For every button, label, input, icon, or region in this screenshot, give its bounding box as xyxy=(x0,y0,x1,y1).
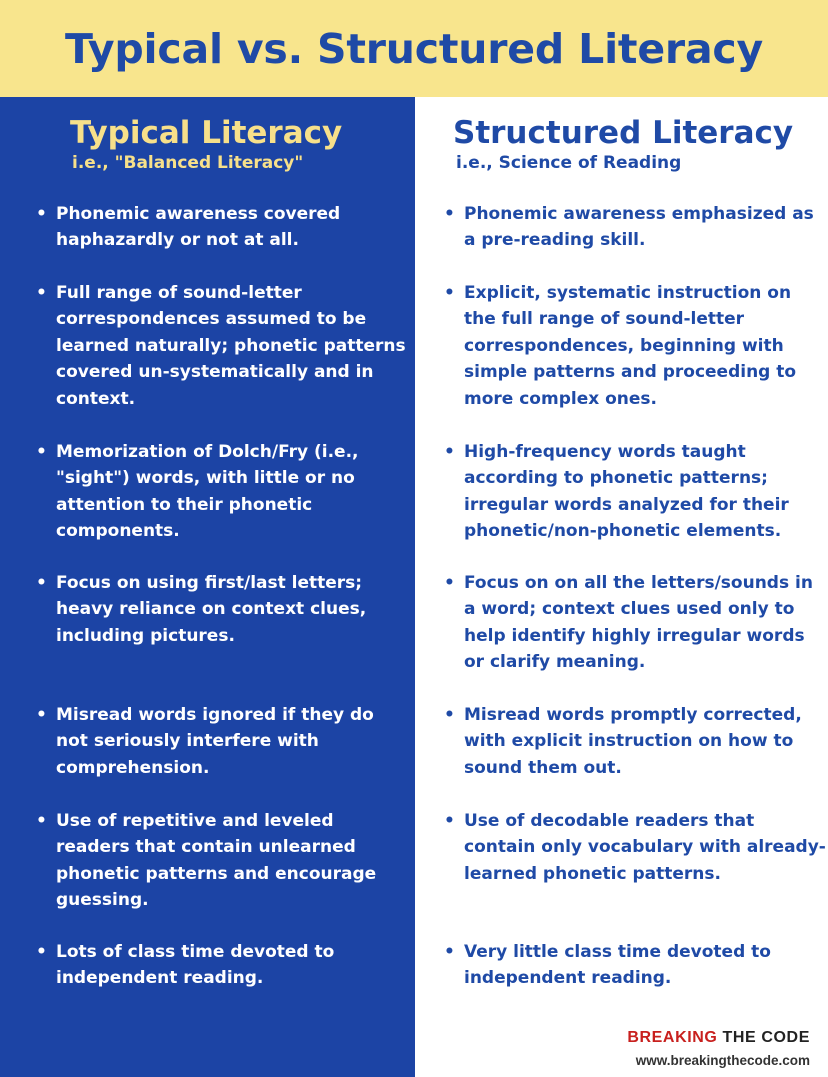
structured-item-text: Use of decodable readers that contain only vocabulary with already-learned phonetic patterns. xyxy=(464,811,826,884)
typical-item-text: Lots of class time devoted to independent reading. xyxy=(56,942,335,989)
brand-logo xyxy=(627,1029,810,1068)
typical-item-text: Full range of sound-letter correspondences assumed to be learned naturally; phonetic patterns covered un-systematically and in context. xyxy=(56,283,406,409)
structured-item xyxy=(444,808,826,887)
typical-item xyxy=(36,702,406,781)
bullet-icon: • xyxy=(444,283,455,303)
structured-item-text: Focus on on all the letters/sounds in a word; context clues used only to help identify highly irregular words or clarify meaning. xyxy=(464,573,813,673)
typical-item-text: Misread words ignored if they do not seriously interfere with comprehension. xyxy=(56,705,374,778)
typical-heading: Typical Literacy xyxy=(70,115,343,151)
structured-item xyxy=(444,702,826,781)
structured-item-text: Misread words promptly corrected, with explicit instruction on how to sound them out. xyxy=(464,705,802,778)
bullet-icon: • xyxy=(36,942,47,962)
brand-name xyxy=(627,1029,810,1047)
structured-literacy-column xyxy=(415,97,828,1077)
typical-item xyxy=(36,570,406,649)
typical-item xyxy=(36,939,406,992)
bullet-icon: • xyxy=(444,811,455,831)
bullet-icon: • xyxy=(36,283,47,303)
structured-item-text: Very little class time devoted to independent reading. xyxy=(464,942,771,989)
structured-subheading: i.e., Science of Reading xyxy=(456,153,682,173)
typical-item-text: Memorization of Dolch/Fry (i.e., "sight") words, with little or no attention to their phonetic components. xyxy=(56,442,359,542)
structured-item-text: High-frequency words taught according to phonetic patterns; irregular words analyzed for their phonetic/non-phonetic elements. xyxy=(464,442,789,542)
brand-name-part2: THE CODE xyxy=(722,1029,810,1046)
typical-item-text: Use of repetitive and leveled readers that contain unlearned phonetic patterns and encourage guessing. xyxy=(56,811,377,911)
typical-item-text: Focus on using first/last letters; heavy reliance on context clues, including pictures. xyxy=(56,573,367,646)
bullet-icon: • xyxy=(36,442,47,462)
brand-name-part1: BREAKING xyxy=(627,1029,718,1046)
structured-item xyxy=(444,939,826,992)
brand-url: www.breakingthecode.com xyxy=(635,1053,810,1068)
structured-item xyxy=(444,201,826,254)
bullet-icon: • xyxy=(36,204,47,224)
title-banner xyxy=(0,0,828,97)
structured-item xyxy=(444,439,826,545)
page-title: Typical vs. Structured Literacy xyxy=(64,24,764,73)
typical-item xyxy=(36,280,406,412)
bullet-icon: • xyxy=(36,573,47,593)
typical-subheading: i.e., "Balanced Literacy" xyxy=(72,153,304,173)
structured-item xyxy=(444,280,826,412)
structured-item-text: Phonemic awareness emphasized as a pre-reading skill. xyxy=(464,204,814,251)
structured-item xyxy=(444,570,826,676)
bullet-icon: • xyxy=(444,204,455,224)
bullet-icon: • xyxy=(36,705,47,725)
bullet-icon: • xyxy=(444,705,455,725)
typical-item-text: Phonemic awareness covered haphazardly or not at all. xyxy=(56,204,341,251)
bullet-icon: • xyxy=(444,442,455,462)
typical-item xyxy=(36,201,406,254)
bullet-icon: • xyxy=(36,811,47,831)
structured-item-text: Explicit, systematic instruction on the full range of sound-letter correspondences, beginning with simple patterns and proceeding to more complex ones. xyxy=(464,283,797,409)
bullet-icon: • xyxy=(444,942,455,962)
bullet-icon: • xyxy=(444,573,455,593)
structured-heading: Structured Literacy xyxy=(453,115,794,151)
typical-item xyxy=(36,808,406,914)
typical-literacy-column xyxy=(0,97,415,1077)
typical-item xyxy=(36,439,406,545)
